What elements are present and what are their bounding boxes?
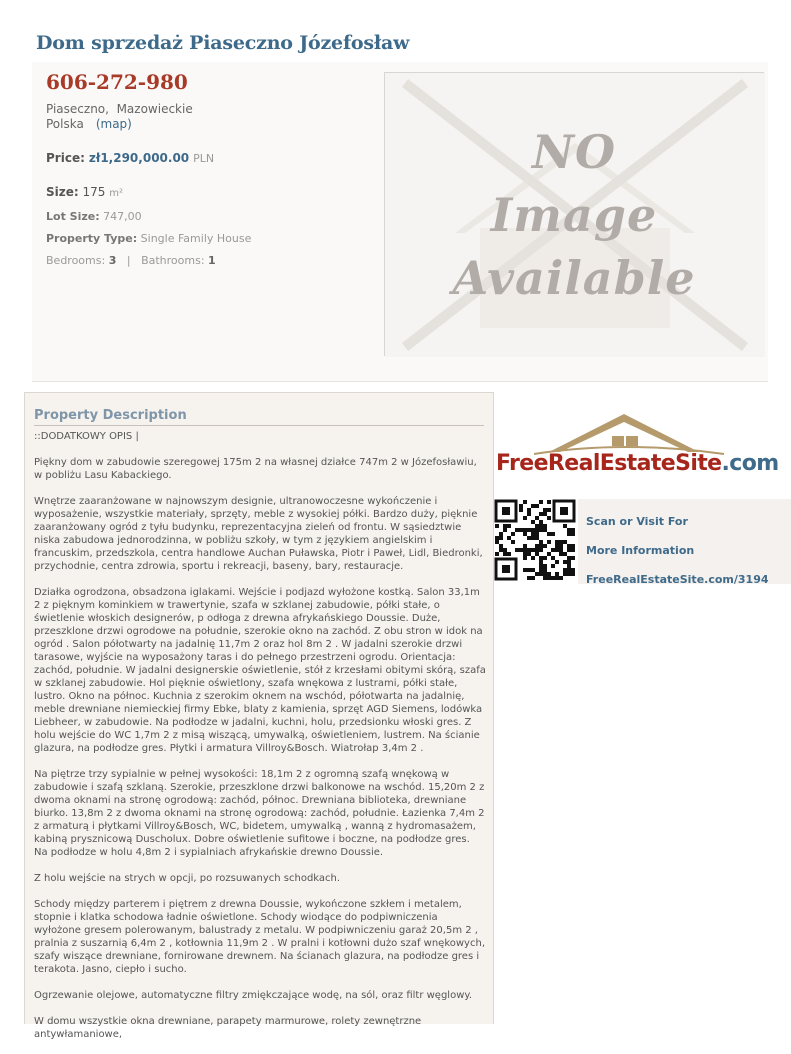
qr-module xyxy=(563,572,567,576)
address-country: Polska xyxy=(46,117,84,131)
description-paragraph: Ogrzewanie olejowe, automatyczne filtry zmiękczające wodę, na sól, oraz filtr węglowy. xyxy=(34,990,473,1001)
qr-module xyxy=(495,524,499,528)
qr-module xyxy=(535,516,539,520)
property-type-label: Property Type: xyxy=(46,232,138,245)
qr-module xyxy=(571,528,575,532)
qr-module xyxy=(503,528,507,532)
qr-module xyxy=(563,568,567,572)
qr-module xyxy=(551,556,555,560)
qr-code[interactable] xyxy=(494,499,576,581)
qr-module xyxy=(523,544,527,548)
qr-module xyxy=(523,568,527,572)
price-value: zł1,290,000.00 xyxy=(88,151,190,165)
page-title: Dom sprzedaż Piaseczno Józefosław xyxy=(36,32,410,54)
qr-module xyxy=(503,524,507,528)
description-paragraph: Schody między parterem i piętrem z drewna Doussie, wykończone szkłem i metalem, stopnie i klatka schodowa ładnie oświetlone. Schody wiodące do podpiwniczenia wyłożone gresem polerowanym, balustrady z metalu. W podpiwniczeniu garaż 20,5m 2 , pralnia z suszarnią 6,4m 2 , kotłownia 11,9m 2 . W pralni i kotłowni dużo szaf wnękowych, szafy wiszące drewniane, fornirowane drewnem. Na ścianach glazura, na podłodze gres i terakota. Jasno, ciepło i sucho. xyxy=(34,899,485,975)
qr-module xyxy=(527,512,531,516)
qr-module xyxy=(547,552,551,556)
qr-module xyxy=(543,524,547,528)
qr-module xyxy=(539,556,543,560)
qr-module xyxy=(535,572,539,576)
qr-module xyxy=(567,572,571,576)
qr-module xyxy=(499,548,503,552)
lot-size-label: Lot Size: xyxy=(46,210,100,223)
price-label: Price: xyxy=(46,151,85,165)
qr-module xyxy=(535,548,539,552)
qr-module xyxy=(547,572,551,576)
rooms-separator: | xyxy=(126,254,131,267)
rooms-row xyxy=(46,254,216,267)
address xyxy=(46,102,193,132)
qr-module xyxy=(523,528,527,532)
qr-module xyxy=(539,524,543,528)
qr-module xyxy=(539,568,543,572)
qr-module xyxy=(499,532,503,536)
qr-module xyxy=(503,548,507,552)
qr-module xyxy=(499,544,503,548)
qr-module xyxy=(559,540,563,544)
qr-module xyxy=(567,548,571,552)
qr-module xyxy=(571,532,575,536)
qr-module xyxy=(523,516,527,520)
qr-module xyxy=(519,528,523,532)
logo-main-text: FreeRealEstateSite xyxy=(496,451,722,476)
qr-module xyxy=(567,532,571,536)
qr-module xyxy=(547,516,551,520)
qr-module xyxy=(531,548,535,552)
phone-number[interactable]: 606-272-980 xyxy=(46,70,188,94)
description-paragraph: Działka ogrodzona, obsadzona iglakami. Wejście i podjazd wyłożone kostką. Salon 33,1m 2 z pięknym kominkiem w trawertynie, szafa w szklanej zabudowie, półki stałe, o świetlenie włoskich designerów, p odłoga z drewna afrykańskiego Doussie. Duże, przeszklone drzwi ogrodowe na południe, szerokie okno na zachód. Z obu stron w idok na ogród . Salon półotwarty na jadalnię 11,7m 2 oraz hol 8m 2 . W jadalni szerokie drzwi tarasowe, wyjście na wyposażony taras i do pełnego przestrzeni ogrodu. Orientacja: zachód, południe. W jadalni designerskie oświetlenie, stół z krzesłami obitymi skórą, szafa w szklanej zabudowie. Hol pięknie oświetlony, szafa wnękowa z lustrami, półki stałe, lustro. Okno na północ. Kuchnia z szerokim oknem na wschód, półotwarta na jadalnię, meble drewniane niemieckiej firmy Ebke, blaty z kamienia, sprzęt AGD Siemens, lodówka Liebheer, w zabudowie. Na podłodze w jadalni, kuchni, holu, przedsionku włoski gres. Z holu wejście do WC 1,7m 2 z misą wiszącą, umywalką, oświetleniem, lustrem. Na ścianie glazura, na podłodze gres. Płytki i armatura Villroy&Bosch. Wiatrołap 3,4m 2 . xyxy=(34,587,486,754)
qr-module xyxy=(551,564,555,568)
qr-module xyxy=(563,524,567,528)
qr-module xyxy=(523,548,527,552)
qr-module xyxy=(555,548,559,552)
qr-module xyxy=(543,508,547,512)
qr-module xyxy=(495,552,499,556)
qr-module xyxy=(559,552,563,556)
qr-module xyxy=(551,532,555,536)
qr-module xyxy=(519,508,523,512)
qr-module xyxy=(563,552,567,556)
qr-module xyxy=(535,536,539,540)
qr-module xyxy=(567,568,571,572)
qr-module xyxy=(539,500,543,504)
lot-size-value: 747,00 xyxy=(103,210,142,223)
qr-module xyxy=(567,556,571,560)
qr-module xyxy=(555,544,559,548)
qr-module xyxy=(515,548,519,552)
qr-module xyxy=(531,504,535,508)
qr-module xyxy=(539,572,543,576)
description-divider xyxy=(34,425,484,426)
no-image-line-3: Available xyxy=(452,251,696,305)
description-paragraph: Z holu wejście na strych w opcji, po rozsuwanych schodkach. xyxy=(34,873,341,884)
qr-module xyxy=(559,544,563,548)
logo-wordmark xyxy=(496,451,779,476)
qr-module xyxy=(571,568,575,572)
qr-module xyxy=(543,544,547,548)
qr-module xyxy=(531,532,535,536)
description-paragraph: Na piętrze trzy sypialnie w pełnej wysokości: 18,1m 2 z ogromną szafą wnękową w zabudowie i szafą szklaną. Szerokie, przeszklone drzwi balkonowe na wschód. 15,20m 2 z dwoma oknami na stronę ogrodową: zachód, północ. Drewniana biblioteka, drewniane biurko. 13,8m 2 z dwoma oknami na stronę ogrodową: zachód, południe. Łazienka 7,4m 2 z armaturą i płytkami Villroy&Bosch, WC, bidetem, umywalką , wanną z hydromasażem, kabiną prysznicową Duscholux. Dobre oświetlenie sufitowe i boczne, na podłodze gres. Na podłodze w holu 4,8m 2 i sypialniach afrykańskie drewno Doussie. xyxy=(34,769,485,858)
qr-module xyxy=(507,536,511,540)
qr-module xyxy=(535,504,539,508)
bathrooms-value: 1 xyxy=(208,254,216,267)
description-paragraph: Wnętrze zaaranżowane w najnowszym designie, ultranowoczesne wykończenie i wyposażenie, wszystkie materiały, sprzęty, meble z wysokiej półki. Bardzo duży, pięknie zaaranżowany ogród z tyłu budynku, reprezentacyjna zieleń od frontu. W sąsiedztwie niska zabudowa jednorodzinna, w pobliżu szkoły, w tym z językiem angielskim i francuskim, przedszkola, centra handlowe Auchan Puławska, Piotr i Paweł, Lidl, Biedronki, przychodnie, centra zdrowia, sportu i rekreacji, baseny, bary, restauracje. xyxy=(34,496,483,572)
qr-module xyxy=(527,508,531,512)
qr-module xyxy=(563,540,567,544)
qr-module xyxy=(531,528,535,532)
map-link[interactable]: (map) xyxy=(95,117,132,131)
price-row xyxy=(46,151,214,165)
size-row xyxy=(46,185,123,199)
qr-module xyxy=(539,520,543,524)
qr-module xyxy=(539,560,543,564)
qr-module xyxy=(547,540,551,544)
qr-module xyxy=(539,548,543,552)
bedrooms-label: Bedrooms: xyxy=(46,254,106,267)
qr-module xyxy=(555,572,559,576)
qr-module xyxy=(543,564,547,568)
qr-module xyxy=(527,536,531,540)
qr-module xyxy=(531,568,535,572)
qr-module xyxy=(515,528,519,532)
qr-module xyxy=(547,500,551,504)
qr-module xyxy=(543,556,547,560)
qr-module xyxy=(539,540,543,544)
no-image-line-1: NO xyxy=(531,125,617,179)
qr-module xyxy=(559,548,563,552)
bedrooms-value: 3 xyxy=(108,254,117,267)
qr-module xyxy=(547,508,551,512)
qr-module xyxy=(523,552,527,556)
qr-module xyxy=(539,512,543,516)
qr-module xyxy=(535,524,539,528)
bathrooms-label: Bathrooms: xyxy=(141,254,205,267)
qr-module xyxy=(547,532,551,536)
scan-line-2: More Information xyxy=(586,544,695,557)
qr-module xyxy=(507,552,511,556)
scan-line-1: Scan or Visit For xyxy=(586,515,688,528)
qr-module xyxy=(519,504,523,508)
qr-module xyxy=(527,568,531,572)
qr-module xyxy=(543,568,547,572)
size-label: Size: xyxy=(46,185,79,199)
scan-url-link[interactable]: FreeRealEstateSite.com/3194 xyxy=(586,573,769,586)
qr-module xyxy=(527,528,531,532)
qr-module xyxy=(571,556,575,560)
qr-module xyxy=(539,544,543,548)
site-logo[interactable] xyxy=(494,410,779,482)
qr-module xyxy=(495,540,499,544)
qr-module xyxy=(555,540,559,544)
qr-module xyxy=(535,552,539,556)
qr-module xyxy=(539,528,543,532)
description-intro: ::DODATKOWY OPIS | xyxy=(34,431,139,442)
qr-module xyxy=(551,576,555,580)
qr-module xyxy=(539,564,543,568)
price-currency: PLN xyxy=(193,152,215,165)
size-value: 175 xyxy=(82,185,106,199)
lot-size-row xyxy=(46,210,142,223)
qr-module xyxy=(567,560,571,564)
qr-module xyxy=(547,576,551,580)
description-paragraph: W domu wszystkie okna drewniane, parapety marmurowe, rolety zewnętrzne antywłamaniowe, xyxy=(34,1016,422,1040)
description-heading: Property Description xyxy=(34,408,187,423)
qr-module xyxy=(531,576,535,580)
qr-module xyxy=(567,564,571,568)
size-unit: m² xyxy=(109,188,123,199)
qr-module xyxy=(531,556,535,560)
qr-module xyxy=(527,576,531,580)
qr-module xyxy=(523,532,527,536)
qr-module xyxy=(571,544,575,548)
address-city-region: Piaseczno, Mazowieckie xyxy=(46,102,193,116)
house-roof-icon xyxy=(494,410,754,456)
qr-module xyxy=(499,536,503,540)
qr-module xyxy=(511,540,515,544)
qr-module xyxy=(535,544,539,548)
no-image-line-2: Image xyxy=(490,188,658,242)
qr-module xyxy=(571,572,575,576)
address-country-line xyxy=(46,117,193,132)
qr-module xyxy=(567,544,571,548)
description-paragraph: Piękny dom w zabudowie szeregowej 175m 2 na własnej działce 747m 2 w Józefosławiu, w pobliżu Lasu Kabackiego. xyxy=(34,457,477,481)
qr-module xyxy=(507,524,511,528)
property-type-row xyxy=(46,232,251,245)
no-image-placeholder[interactable] xyxy=(384,72,764,356)
qr-module xyxy=(563,560,567,564)
qr-module xyxy=(555,576,559,580)
qr-module xyxy=(535,528,539,532)
scan-info-box xyxy=(578,499,791,584)
qr-module xyxy=(495,536,499,540)
qr-module xyxy=(555,560,559,564)
qr-module xyxy=(527,552,531,556)
qr-module xyxy=(531,536,535,540)
qr-module xyxy=(511,532,515,536)
qr-module xyxy=(543,572,547,576)
qr-module xyxy=(543,528,547,532)
qr-module xyxy=(523,500,527,504)
property-description-panel xyxy=(24,392,494,1040)
qr-module xyxy=(503,552,507,556)
logo-suffix-text: .com xyxy=(721,451,779,476)
qr-module xyxy=(543,512,547,516)
description-body xyxy=(34,430,486,1054)
qr-module xyxy=(523,556,527,560)
qr-module xyxy=(519,548,523,552)
qr-module xyxy=(567,528,571,532)
listing-summary-panel xyxy=(32,62,768,382)
qr-module xyxy=(551,548,555,552)
qr-module xyxy=(543,576,547,580)
qr-module xyxy=(527,548,531,552)
qr-module xyxy=(531,520,535,524)
qr-module xyxy=(535,532,539,536)
qr-module xyxy=(559,576,563,580)
property-type-value: Single Family House xyxy=(140,232,252,245)
qr-module xyxy=(571,548,575,552)
